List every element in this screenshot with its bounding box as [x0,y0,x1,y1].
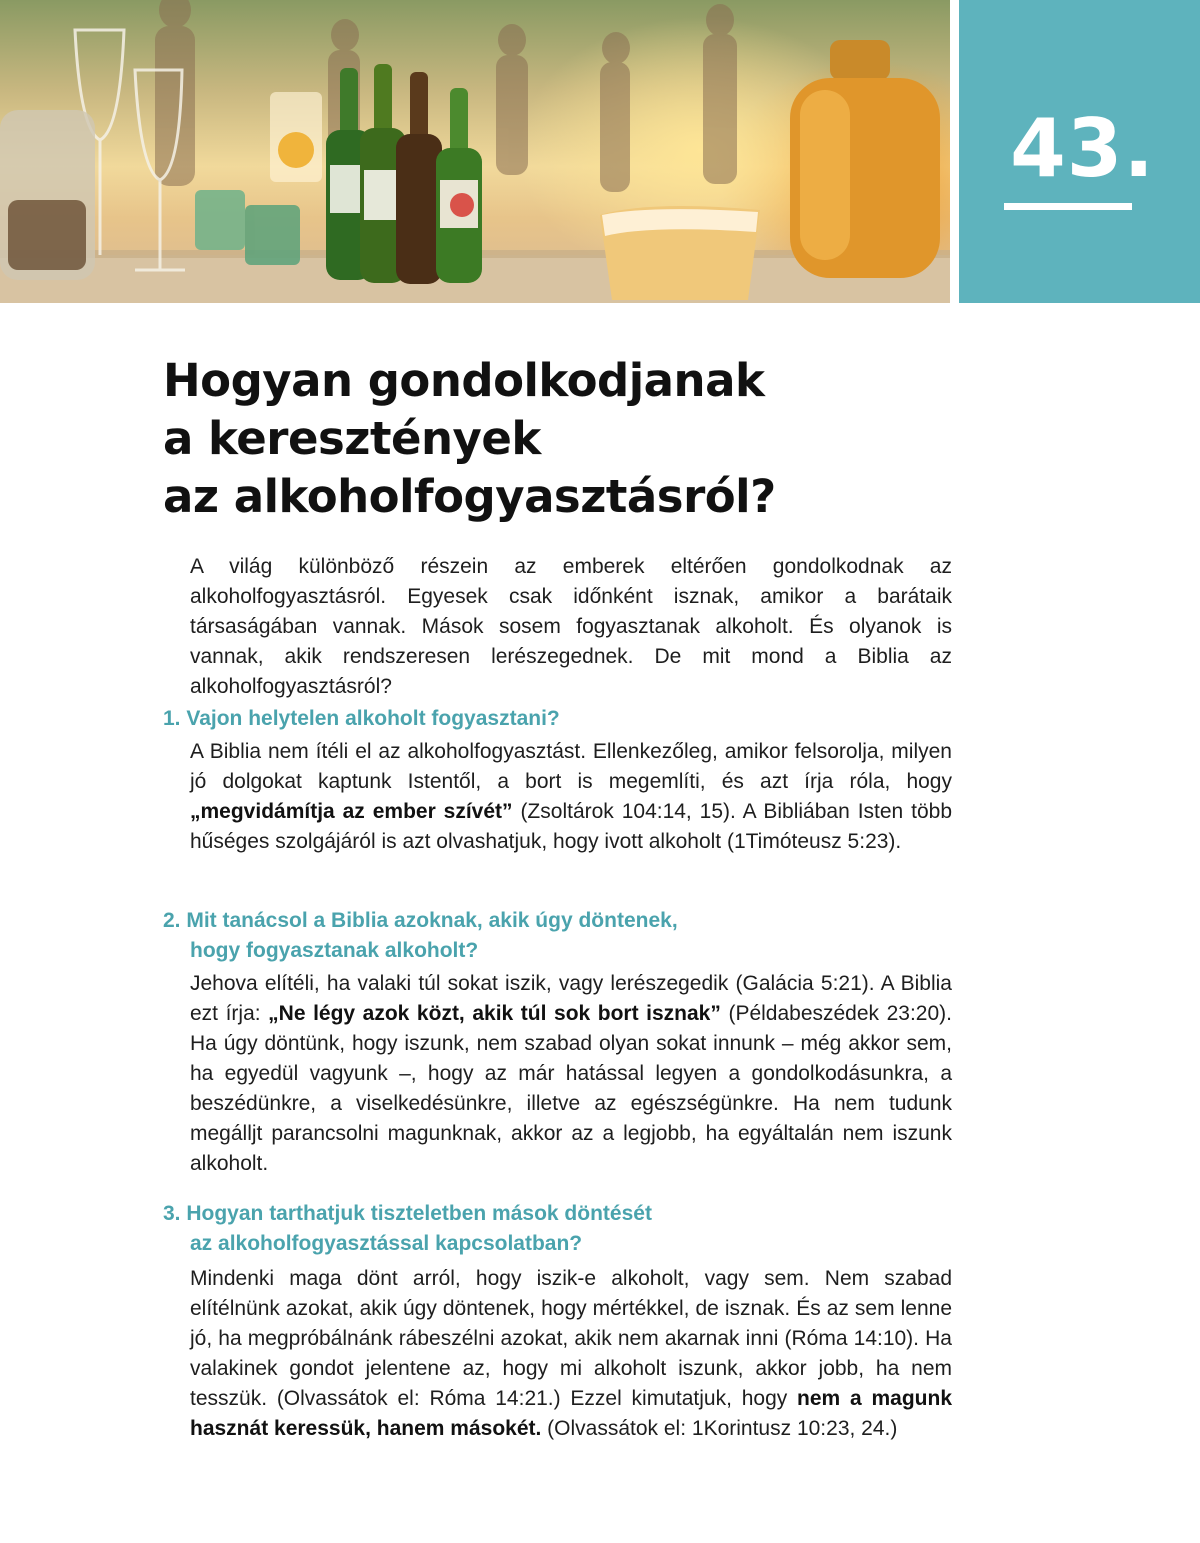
intro-paragraph: A világ különböző részein az emberek eltérően gondolkodnak az alkoholfogyasztásról. Egyesek csak időnként isznak, amikor a barátaik társaságában vannak. Mások sosem fogyasztanak alkoholt. És olyanok is vannak, akik rendszeresen lerészegednek. De mit mond a Biblia az alkoholfogyasztásról? [190,555,952,698]
page-title [163,352,963,526]
answer-1-text-before: A Biblia nem ítéli el az alkoholfogyasztást. Ellenkezőleg, amikor felsorolja, milyen jó dolgokat kaptunk Istentől, a bort is megemlíti, és azt írja róla, hogy [190,740,952,793]
lesson-number-badge [959,0,1200,303]
answer-2-text-before: Jehova elítéli, ha valaki túl sokat iszik, vagy lerészegedik (Galácia 5:21). A Biblia ezt írja: [190,972,952,1025]
answer-2-paragraph [190,969,952,1179]
question-3-line-2: az alkoholfogyasztással kapcsolatban? [190,1232,583,1255]
answer-3-text-after: (Olvassátok el: 1Korintusz 10:23, 24.) [541,1417,898,1440]
badge-underline [1004,203,1132,210]
water-jug [0,110,95,280]
header-photo [0,0,950,303]
juice-glass [270,92,322,182]
question-1-line-1: 1. Vajon helytelen alkoholt fogyasztani? [163,707,560,730]
answer-3-text-before: Mindenki maga dönt arról, hogy iszik-e alkoholt, vagy sem. Nem szabad elítélnünk azokat, akik úgy döntenek, hogy mértékkel, de isznak. És az sem lenne jó, ha megpróbálnánk rábeszélni azokat, akik nem akarnak inni (Róma 14:10). Ha valakinek gondot jelentene az, hogy mi alkoholt iszunk, akkor jobb, ha nem tesszük. (Olvassátok el: Róma 14:21.) Ezzel kimutatjuk, hogy [190,1267,952,1410]
answer-2-quote: „Ne légy azok közt, akik túl sok bort isznak” [268,1002,721,1025]
amber-bottle [790,40,940,278]
answer-1-text-after: (Zsoltárok 104:14, 15). A Bibliában Isten több hűséges szolgájáról is azt olvashatjuk, hogy ivott alkoholt (1Timóteusz 5:23). [190,800,952,853]
question-2-line-2: hogy fogyasztanak alkoholt? [190,939,479,962]
answer-1-quote: „megvidámítja az ember szívét” [190,800,513,823]
beer-glass [600,206,760,300]
lesson-number: 43. [1010,102,1155,195]
answer-3-paragraph [190,1264,952,1444]
question-3-line-1: 3. Hogyan tarthatjuk tiszteletben mások döntését [163,1202,652,1225]
title-line-2: a keresztények [163,412,541,465]
question-1-heading [163,704,943,734]
question-3-heading [163,1199,943,1259]
party-drinks-illustration [0,0,950,303]
title-line-3: az alkoholfogyasztásról? [163,470,776,523]
question-2-heading [163,906,943,966]
answer-1-paragraph [190,737,952,857]
question-2-line-1: 2. Mit tanácsol a Biblia azoknak, akik úgy döntenek, [163,909,678,932]
title-line-1: Hogyan gondolkodjanak [163,354,765,407]
answer-2-text-after: (Példabeszédek 23:20). Ha úgy döntünk, hogy iszunk, nem szabad olyan sokat innunk – még akkor sem, ha egyedül vagyunk –, hogy az már hatással legyen a gondolkodásunkra, a beszédünkre, a viselkedésünkre, illetve az egészségünkre. Ha nem tudunk megálljt parancsolni magunknak, akkor az a legjobb, ha egyáltalán nem iszunk alkoholt. [190,1002,952,1175]
beer-bottles [326,64,482,284]
answer-3-emphasis: nem a magunk hasznát keressük, hanem másokét. [190,1387,952,1440]
